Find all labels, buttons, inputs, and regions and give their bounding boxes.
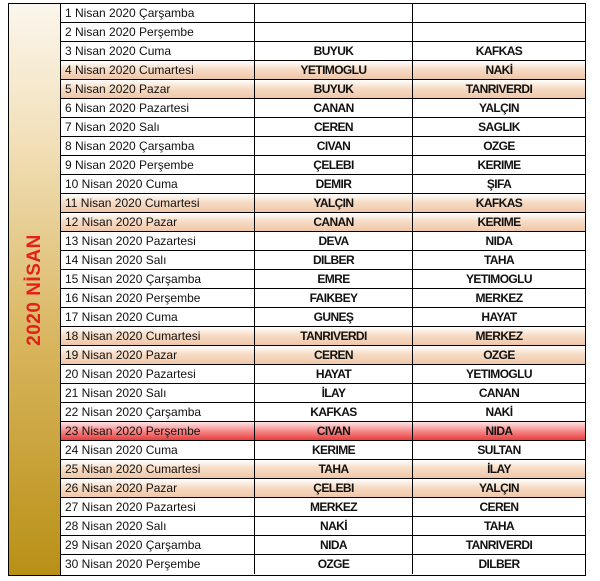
table-row <box>61 555 585 574</box>
pharmacy-cell-2: TAHA <box>483 253 515 267</box>
pharmacy-cell-1: BUYUK <box>255 80 413 98</box>
pharmacy-cell-2: NAKİ <box>485 63 513 77</box>
pharmacy-cell-2: NIDA <box>485 424 513 438</box>
date-cell: 24 Nisan 2020 Cuma <box>61 441 255 459</box>
pharmacy-cell-1: CANAN <box>255 99 413 117</box>
date-cell: 20 Nisan 2020 Pazartesi <box>61 365 255 383</box>
date-cell: 21 Nisan 2020 Salı <box>61 384 255 402</box>
pharmacy-cell-2: KERIME <box>477 215 521 229</box>
pharmacy-cell-2: OZGE <box>483 139 515 153</box>
date-cell: 4 Nisan 2020 Cumartesi <box>61 61 255 79</box>
date-cell: 11 Nisan 2020 Cumartesi <box>61 194 255 212</box>
pharmacy-cell-2: OZGE <box>483 348 515 362</box>
date-cell: 30 Nisan 2020 Perşembe <box>61 555 255 574</box>
table-row <box>61 194 585 213</box>
table-row <box>61 270 585 289</box>
pharmacy-cell-1 <box>255 23 413 41</box>
pharmacy-cell-1: KERIME <box>255 441 413 459</box>
date-cell: 5 Nisan 2020 Pazar <box>61 80 255 98</box>
pharmacy-cell-1: CIVAN <box>255 137 413 155</box>
pharmacy-cell-1: ÇELEBI <box>255 156 413 174</box>
table-row <box>61 42 585 61</box>
date-cell: 23 Nisan 2020 Perşembe <box>61 422 255 440</box>
table-row-highlighted <box>61 422 585 441</box>
date-cell: 26 Nisan 2020 Pazar <box>61 479 255 497</box>
pharmacy-cell-2: NAKİ <box>485 405 513 419</box>
pharmacy-cell-2: YETIMOGLU <box>466 272 532 286</box>
pharmacy-cell-1: KAFKAS <box>255 403 413 421</box>
table-row <box>61 251 585 270</box>
pharmacy-cell-2: SULTAN <box>477 443 521 457</box>
date-cell: 6 Nisan 2020 Pazartesi <box>61 99 255 117</box>
pharmacy-cell-1: İLAY <box>255 384 413 402</box>
pharmacy-cell-2: DILBER <box>478 557 520 571</box>
duty-schedule-sheet <box>8 3 586 576</box>
pharmacy-cell-1: HAYAT <box>255 365 413 383</box>
pharmacy-cell-2: NIDA <box>485 234 513 248</box>
pharmacy-cell-2: MERKEZ <box>475 291 523 305</box>
date-cell: 28 Nisan 2020 Salı <box>61 517 255 535</box>
month-label: 2020 NİSAN <box>23 233 45 346</box>
pharmacy-cell-2 <box>413 23 585 41</box>
pharmacy-cell-2: TANRIVERDI <box>465 538 533 552</box>
table-row <box>61 175 585 194</box>
pharmacy-cell-1: GUNEŞ <box>255 308 413 326</box>
date-cell: 9 Nisan 2020 Perşembe <box>61 156 255 174</box>
pharmacy-cell-2: CEREN <box>479 500 519 514</box>
date-cell: 19 Nisan 2020 Pazar <box>61 346 255 364</box>
date-cell: 8 Nisan 2020 Çarşamba <box>61 137 255 155</box>
date-cell: 17 Nisan 2020 Cuma <box>61 308 255 326</box>
table-row <box>61 384 585 403</box>
date-cell: 12 Nisan 2020 Pazar <box>61 213 255 231</box>
pharmacy-cell-1: BUYUK <box>255 42 413 60</box>
pharmacy-cell-1: CEREN <box>255 118 413 136</box>
table-row <box>61 80 585 99</box>
date-cell: 16 Nisan 2020 Perşembe <box>61 289 255 307</box>
table-row <box>61 99 585 118</box>
date-cell: 1 Nisan 2020 Çarşamba <box>61 4 255 22</box>
table-row <box>61 327 585 346</box>
table-row <box>61 308 585 327</box>
pharmacy-cell-1: DILBER <box>255 251 413 269</box>
pharmacy-cell-1: EMRE <box>255 270 413 288</box>
schedule-table <box>61 4 585 575</box>
date-cell: 15 Nisan 2020 Çarşamba <box>61 270 255 288</box>
pharmacy-cell-1: DEMIR <box>255 175 413 193</box>
table-row <box>61 61 585 80</box>
date-cell: 10 Nisan 2020 Cuma <box>61 175 255 193</box>
pharmacy-cell-2: KERIME <box>477 158 521 172</box>
pharmacy-cell-1 <box>255 4 413 22</box>
table-row <box>61 156 585 175</box>
pharmacy-cell-1: CANAN <box>255 213 413 231</box>
pharmacy-cell-2: YETIMOGLU <box>466 367 532 381</box>
pharmacy-cell-1: NAKİ <box>255 517 413 535</box>
pharmacy-cell-1: YALÇIN <box>255 194 413 212</box>
month-sidebar <box>9 4 61 575</box>
date-cell: 14 Nisan 2020 Salı <box>61 251 255 269</box>
date-cell: 13 Nisan 2020 Pazartesi <box>61 232 255 250</box>
pharmacy-cell-2: TANRIVERDI <box>465 82 533 96</box>
pharmacy-cell-1: YETIMOGLU <box>255 61 413 79</box>
table-row <box>61 346 585 365</box>
table-row <box>61 536 585 555</box>
pharmacy-cell-2: YALÇIN <box>479 481 519 495</box>
date-cell: 22 Nisan 2020 Çarşamba <box>61 403 255 421</box>
table-row <box>61 232 585 251</box>
pharmacy-cell-2: YALÇIN <box>479 101 519 115</box>
date-cell: 25 Nisan 2020 Cumartesi <box>61 460 255 478</box>
table-row <box>61 213 585 232</box>
pharmacy-cell-1: CEREN <box>255 346 413 364</box>
table-row <box>61 441 585 460</box>
date-cell: 3 Nisan 2020 Cuma <box>61 42 255 60</box>
pharmacy-cell-1: OZGE <box>255 555 413 574</box>
pharmacy-cell-1: TAHA <box>255 460 413 478</box>
pharmacy-cell-2: CANAN <box>478 386 520 400</box>
pharmacy-cell-2: KAFKAS <box>475 44 523 58</box>
date-cell: 2 Nisan 2020 Perşembe <box>61 23 255 41</box>
table-row <box>61 498 585 517</box>
table-row <box>61 23 585 42</box>
pharmacy-cell-1: CIVAN <box>255 422 413 440</box>
table-row <box>61 118 585 137</box>
date-cell: 18 Nisan 2020 Cumartesi <box>61 327 255 345</box>
pharmacy-cell-1: FAIKBEY <box>255 289 413 307</box>
pharmacy-cell-2: TAHA <box>483 519 515 533</box>
table-row <box>61 289 585 308</box>
table-row <box>61 479 585 498</box>
table-row <box>61 517 585 536</box>
date-cell: 7 Nisan 2020 Salı <box>61 118 255 136</box>
pharmacy-cell-1: NIDA <box>255 536 413 554</box>
pharmacy-cell-2: KAFKAS <box>475 196 523 210</box>
pharmacy-cell-2: ŞIFA <box>486 177 512 191</box>
date-cell: 27 Nisan 2020 Pazartesi <box>61 498 255 516</box>
table-row <box>61 460 585 479</box>
date-cell: 29 Nisan 2020 Çarşamba <box>61 536 255 554</box>
pharmacy-cell-1: ÇELEBI <box>255 479 413 497</box>
pharmacy-cell-2: HAYAT <box>481 310 517 324</box>
table-row <box>61 4 585 23</box>
pharmacy-cell-2 <box>413 4 585 22</box>
pharmacy-cell-1: DEVA <box>255 232 413 250</box>
pharmacy-cell-2: MERKEZ <box>475 329 523 343</box>
pharmacy-cell-2: İLAY <box>487 462 511 476</box>
table-row <box>61 365 585 384</box>
table-row <box>61 137 585 156</box>
pharmacy-cell-1: TANRIVERDI <box>255 327 413 345</box>
table-row <box>61 403 585 422</box>
pharmacy-cell-2: SAGLIK <box>478 120 520 134</box>
pharmacy-cell-1: MERKEZ <box>255 498 413 516</box>
